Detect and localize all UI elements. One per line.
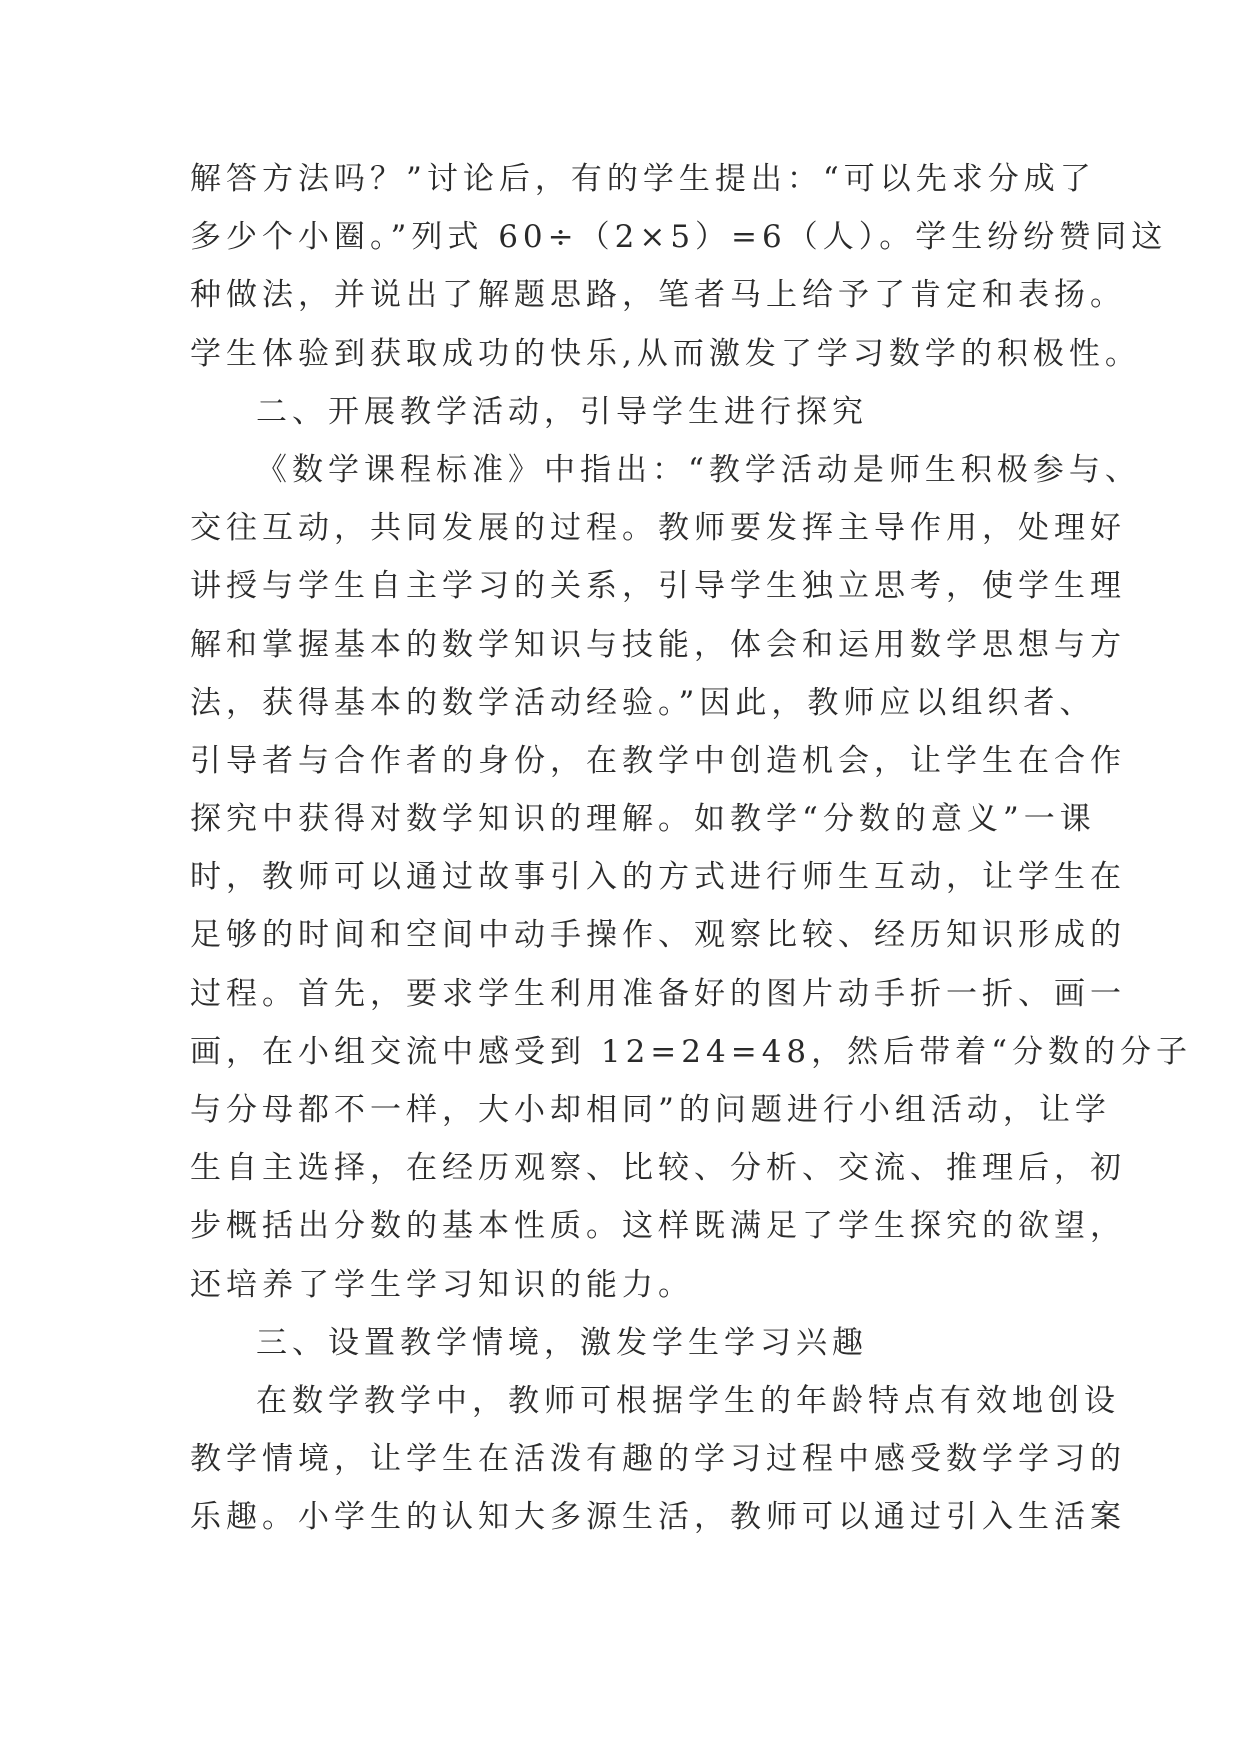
text-line: 足够的时间和空间中动手操作、观察比较、经历知识形成的	[190, 917, 1126, 954]
text-line: 学生体验到获取成功的快乐,从而激发了学习数学的积极性。	[190, 335, 1141, 372]
text-line: 画，在小组交流中感受到 12=24=48，然后带着“分数的分子	[190, 1033, 1192, 1070]
text-line: 与分母都不一样，大小却相同”的问题进行小组活动，让学	[190, 1092, 1111, 1128]
text-line: 讲授与学生自主学习的关系，引导学生独立思考，使学生理	[190, 568, 1126, 605]
text-line: 步概括出分数的基本性质。这样既满足了学生探究的欲望，	[190, 1208, 1126, 1245]
text-line: 种做法，并说出了解题思路，笔者马上给予了肯定和表扬。	[190, 277, 1126, 314]
text-line: 生自主选择，在经历观察、比较、分析、交流、推理后，初	[190, 1150, 1126, 1187]
text-line: 教学情境，让学生在活泼有趣的学习过程中感受数学学习的	[190, 1441, 1126, 1478]
text-line: 解和掌握基本的数学知识与技能，体会和运用数学思想与方	[190, 626, 1126, 663]
text-line: 过程。首先，要求学生利用准备好的图片动手折一折、画一	[190, 975, 1126, 1012]
article-body	[190, 150, 1192, 1547]
text-line: 多少个小圈。”列式 60÷（2×5）=6（人）。学生纷纷赞同这	[190, 219, 1168, 256]
text-line: 乐趣。小学生的认知大多源生活，教师可以通过引入生活案	[190, 1499, 1126, 1536]
text-line: 交往互动，共同发展的过程。教师要发挥主导作用，处理好	[190, 510, 1126, 547]
text-line: 在数学教学中，教师可根据学生的年龄特点有效地创设	[256, 1382, 1120, 1419]
section-heading: 三、设置教学情境，激发学生学习兴趣	[256, 1324, 868, 1361]
text-line: 还培养了学生学习知识的能力。	[190, 1266, 694, 1303]
text-line: 时，教师可以通过故事引入的方式进行师生互动，让学生在	[190, 859, 1126, 896]
text-line: 《数学课程标准》中指出：“教学活动是师生积极参与、	[256, 451, 1141, 488]
text-line: 法，获得基本的数学活动经验。”因此，教师应以组织者、	[190, 684, 1096, 721]
text-line: 引导者与合作者的身份，在教学中创造机会，让学生在合作	[190, 742, 1126, 779]
section-heading: 二、开展教学活动，引导学生进行探究	[256, 393, 868, 430]
text-line: 解答方法吗？”讨论后，有的学生提出：“可以先求分成了	[190, 161, 1096, 197]
text-line: 探究中获得对数学知识的理解。如教学“分数的意义”一课	[190, 801, 1096, 838]
